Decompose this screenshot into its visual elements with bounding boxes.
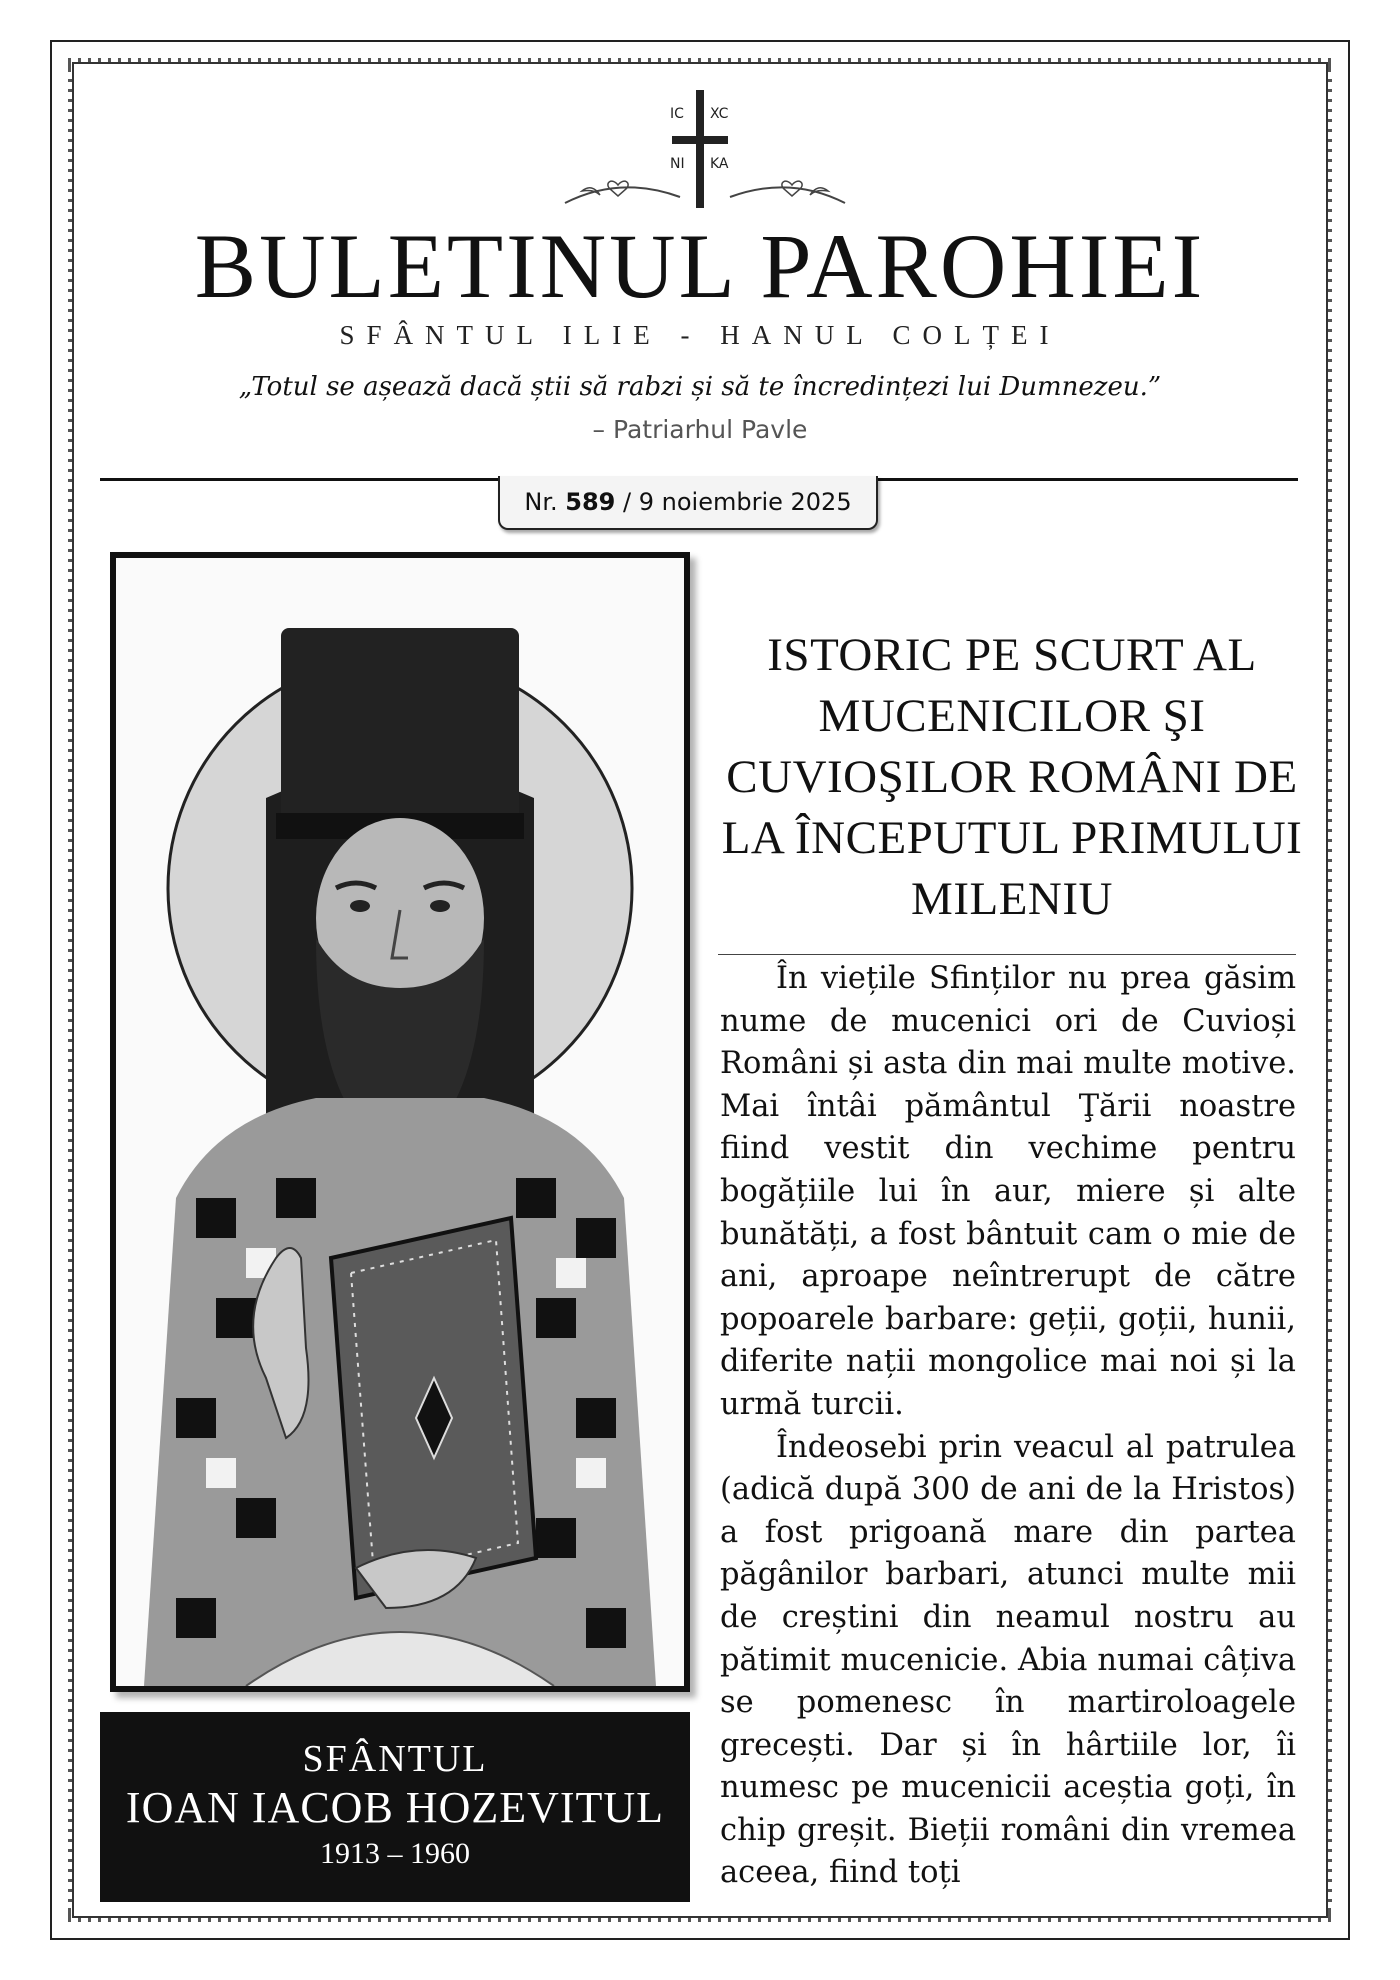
issue-separator: / xyxy=(623,488,632,516)
issue-date: 9 noiembrie 2025 xyxy=(638,488,852,516)
flourish-ornament-icon xyxy=(560,165,850,215)
issue-badge xyxy=(498,476,878,530)
cross-letter-ka: KA xyxy=(710,156,729,172)
icon-caption xyxy=(100,1712,690,1902)
saint-portrait-icon xyxy=(116,558,684,1686)
issue-number: 589 xyxy=(565,488,616,516)
article-title: ISTORIC PE SCURT AL MUCENICILOR ŞI CUVIOŞILOR ROMÂNI DE LA ÎNCEPUTUL PRIMULUI MILENIU xyxy=(721,629,1303,925)
quote-author: – Patriarhul Pavle xyxy=(592,415,808,444)
cross-letter-xc: XC xyxy=(710,106,729,122)
saint-icon-image xyxy=(110,552,690,1692)
bulletin-title: BULETINUL PAROHIEI xyxy=(194,215,1206,317)
article-body xyxy=(720,958,1296,1895)
caption-line-name: IOAN IACOB HOZEVITUL xyxy=(125,1783,665,1832)
issue-prefix: Nr. xyxy=(524,488,558,516)
caption-line-saint: SFÂNTUL xyxy=(302,1738,488,1780)
parish-subtitle: SFÂNTUL ILIE - HANUL COLȚEI xyxy=(339,320,1061,350)
cross-letter-ic: IC xyxy=(670,106,684,122)
header-quote: „Totul se așează dacă știi să rabzi și să te încredințezi lui Dumnezeu.” xyxy=(238,372,1162,402)
cross-letter-ni: NI xyxy=(670,156,685,172)
article-paragraph: Îndeosebi prin veacul al patrulea (adică după 300 de ani de la Hristos) a fost prigoană mare din partea păgânilor barbari, atunci multe mii de creștini din neamul nostru au pătimit mucenicie. Abia numai câțiva se pomenesc în martiroloagele grecești. Dar și în hârtiile lor, îi numesc pe mucenicii aceștia goți, în chip greșit. Bieții români din vremea aceea, fiind toți xyxy=(720,1429,1296,1891)
article-title-divider xyxy=(718,954,1296,955)
article-paragraph: În viețile Sfinților nu prea găsim nume de mucenici ori de Cuvioși Români și asta din mai multe motive. Mai întâi pământul Ţării noastre fiind vestit din vechime pentru bogățiile lui în aur, miere și alte bunătăți, a fost bântuit cam o mie de ani, aproape neîntrerupt de către popoarele barbare: geții, goții, hunii, diferite nații mongolice mai noi și la urmă turcii. xyxy=(720,961,1296,1422)
caption-line-years: 1913 – 1960 xyxy=(320,1837,470,1870)
